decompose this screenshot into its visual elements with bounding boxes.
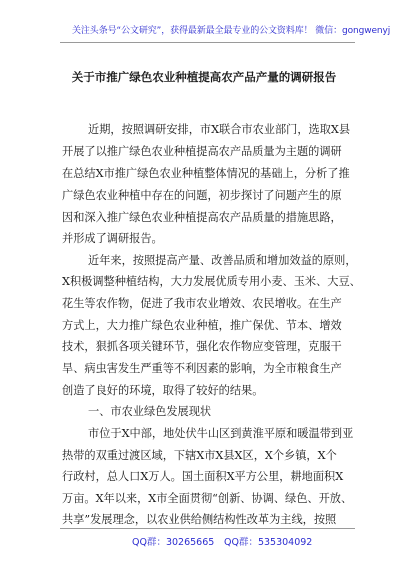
footer-divider: [60, 528, 355, 529]
body-line: 在总结X市推广绿色农业种植整体情况的基础上，分析了推: [62, 167, 350, 180]
body-line: X积极调整种植结构，大力发展优质专用小麦、玉米、大豆、: [62, 275, 361, 288]
header-divider: [60, 42, 355, 43]
section-heading: 一、市农业绿色发展现状: [88, 405, 212, 418]
footer-qq-right: QQ群：535304092: [224, 537, 313, 548]
body-line: 花生等农作物，促进了我市农业增效、农民增收。在生产: [62, 297, 342, 310]
body-line: 方式上，大力推广绿色农业种植，推广保优、节本、增效: [62, 319, 342, 332]
header-note: 关注头条号“公文研究”，获得最新最全最专业的公文资料库！ 微信：gongwenyj: [72, 26, 391, 36]
document-title: 关于市推广绿色农业种植提高农产品产量的调研报告: [71, 70, 337, 84]
body-line: 市位于X中部，地处伏牛山区到黄淮平原和暖温带到亚: [88, 427, 354, 440]
body-line: 近年来，按照提高产量、改善品质和增加效益的原则，: [88, 254, 357, 267]
body-line: 行政村，总人口X万人。国土面积X平方公里，耕地面积X: [62, 470, 344, 483]
body-line: 近期，按照调研安排，市X联合市农业部门，选取X县: [88, 123, 351, 136]
footer-qq-left: QQ群：30265665: [132, 537, 215, 548]
body-line: 开展了以推广绿色农业种植提高农产品质量为主题的调研: [62, 145, 342, 158]
body-line: 创造了良好的环境，取得了较好的结果。: [62, 384, 264, 397]
body-line: 广绿色农业种植中存在的问题，初步探讨了问题产生的原: [62, 189, 342, 202]
body-line: 热带的双重过渡区域，下辖X市X县X区，X个乡镇，X个: [62, 449, 337, 462]
body-line: 技术，狠抓各项关键环节，强化农作物应变管理，克服干: [62, 340, 342, 353]
body-line: 万亩。X年以来，X市全面贯彻“创新、协调、绿色、开放、: [62, 492, 353, 505]
body-line: 旱、病虫害发生严重等不利因素的影响，为全市粮食生产: [62, 362, 342, 375]
body-line: 共享”发展理念，以农业供给侧结构性改革为主线，按照: [62, 513, 337, 526]
body-line: 并形成了调研报告。: [62, 232, 163, 245]
body-line: 因和深入推广绿色农业种植提高农产品质量的措施思路，: [62, 211, 342, 224]
